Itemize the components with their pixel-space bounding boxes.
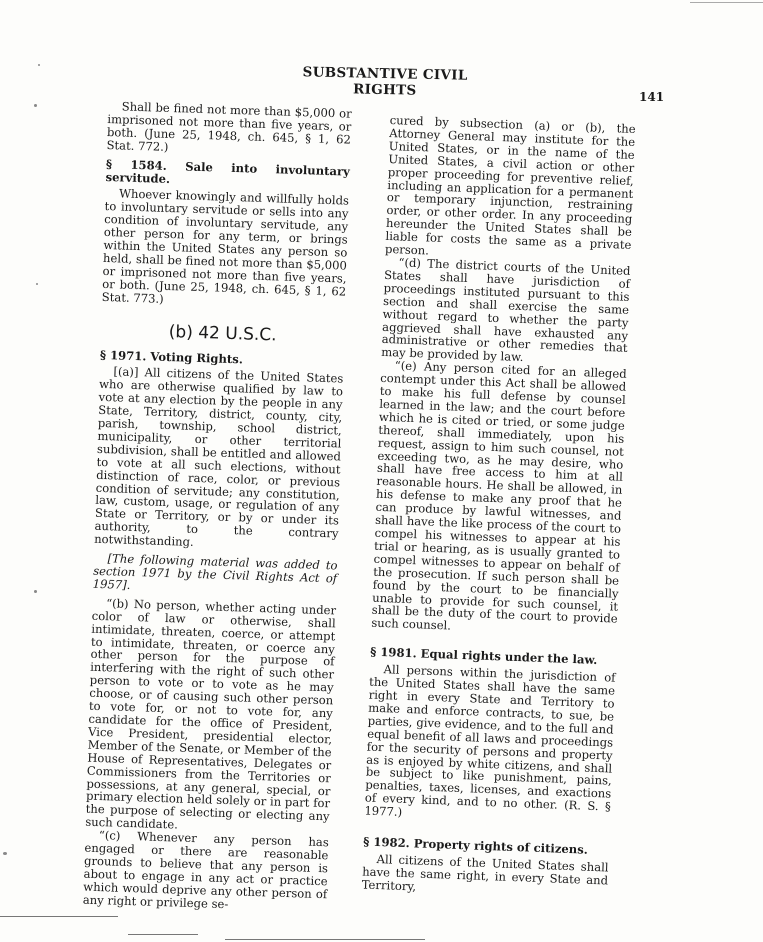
right-column [362, 114, 636, 900]
section-1971-e: “(e) Any person cited for an alleged contempt under this Act shall be allowed to make his full defense by counsel learned in the law; and the court before which he is cited or tried, or some judge thereof, shall immediately, upon his request, assign to him such counsel, not exceeding two, as he may desire, who shall have free access to him at all reasonable hours. He shall be allowed, in his defense to make any proof that he can produce by lawful witnesses, and shall have the like process of the court to compel his witnesses to appear at his trial or hearing, as is usually granted to compel witnesses to appear on behalf of the prosecution. If such person shall be found by the court to be financially unable to provide for such counsel, it shall be the duty of the court to provide such counsel. [371, 358, 627, 633]
section-1971-a: [(a)] All citizens of the United States who are otherwise qualified by law to vote at any election by the people in any State, Territory, district, county, city, parish, township, school district, municipality, or other territorial subdivision, shall be entitled and allowed to vote at all such elections, without distinction of race, color, or previous condition of servitude; any constitution, law, custom, usage, or regulation of any State or Territory, or by or under its authority, to the contrary notwithstanding. [93, 364, 344, 550]
section-1584-text: Whoever knowingly and willfully holds to involuntary servitude or sells into any condition of involuntary servitude, any other person for any term, or brings within the United States any person so held, shall be fined not more than $5,000 or imprisoned not more than five years, or both. (June 25, 1948, ch. 645, § 1, 62 Stat. 773.) [101, 186, 350, 306]
editor-note: [The following material was added to section 1971 by the Civil Rights Act of 1957]. [92, 551, 338, 592]
section-1981-heading: § 1981. Equal rights under the law. [370, 644, 598, 668]
section-1584-heading: § 1584. Sale into involuntary servitude. [105, 156, 351, 186]
paragraph-penalty-1583: Shall be fined not more than $5,000 or imprisoned not more than five years, or both. (June 25, 1948, ch. 645, § 1, 62 Stat. 772.) [106, 99, 352, 154]
scan-edge-line [128, 934, 198, 935]
section-1982-heading: § 1982. Property rights of citizens. [363, 834, 589, 857]
subdivision-heading: (b) 42 U.S.C. [168, 321, 277, 346]
section-1971-c-start: “(c) Whenever any person has engaged or there are reasonable grounds to believe that any person is about to engage in any act or practice which would deprive any other person of any right or privilege se- [82, 828, 330, 911]
running-head: SUBSTANTIVE CIVIL RIGHTS [302, 64, 468, 99]
section-1971-c-end: cured by subsection (a) or (b), the Attorney General may institute for the United States, or in the name of the United States, a civil action or other proper proceeding for preventive relief, including an application for a permanent or temporary injunction, restraining order, or other order. In any proceeding hereunder the United States shall be liable for costs the same as a private person. [384, 113, 636, 258]
section-1971-d: “(d) The district courts of the United States shall have jurisdiction of proceedings instituted pursuant to this section and shall exercise the same without regard to whether the party aggrieved shall have exhausted any administrative or other remedies that may be provided by law. [381, 255, 631, 365]
section-1971-b: “(b) No person, whether acting under color of law or otherwise, shall intimidate, threaten, coerce, or attempt to intimidate, threaten, or coerce any other person for the purpose of interfering with the right of such other person to vote or to vote as he may choose, or of causing such other person to vote for, or not to vote for, any candidate for the office of President, Vice President, presidential elector, Member of the Senate, or Member of the House of Representatives, Delegates or Commissioners from the Territories or possessions, at any general, special, or primary election held solely or in part for the purpose of selecting or electing any such candidate. [85, 596, 337, 832]
page-number: 141 [639, 90, 665, 104]
section-1971-heading: § 1971. Voting Rights. [99, 347, 244, 366]
scan-edge-line [0, 916, 118, 917]
scan-edge-line [225, 939, 425, 940]
left-column [83, 100, 352, 914]
scan-speck [38, 64, 40, 66]
scan-speck [3, 852, 7, 855]
scan-edge-line [690, 2, 763, 3]
scan-speck [34, 590, 37, 593]
scan-speck [34, 104, 37, 107]
section-1982-text: All citizens of the United States shall have the same right, in every State and Territory, [361, 851, 609, 894]
section-1981-text: All persons within the jurisdiction of the United States shall have the same right in every State and Territory to make and enforce contracts, to sue, be parties, give evidence, and to the full and equal benefit of all laws and proceedings for the security of persons and property as is enjoyed by white citizens, and shall be subject to like punishment, pains, penalties, taxes, licenses, and exactions of every kind, and to no other. (R. S. § 1977.) [364, 662, 616, 820]
scan-speck [36, 283, 38, 285]
